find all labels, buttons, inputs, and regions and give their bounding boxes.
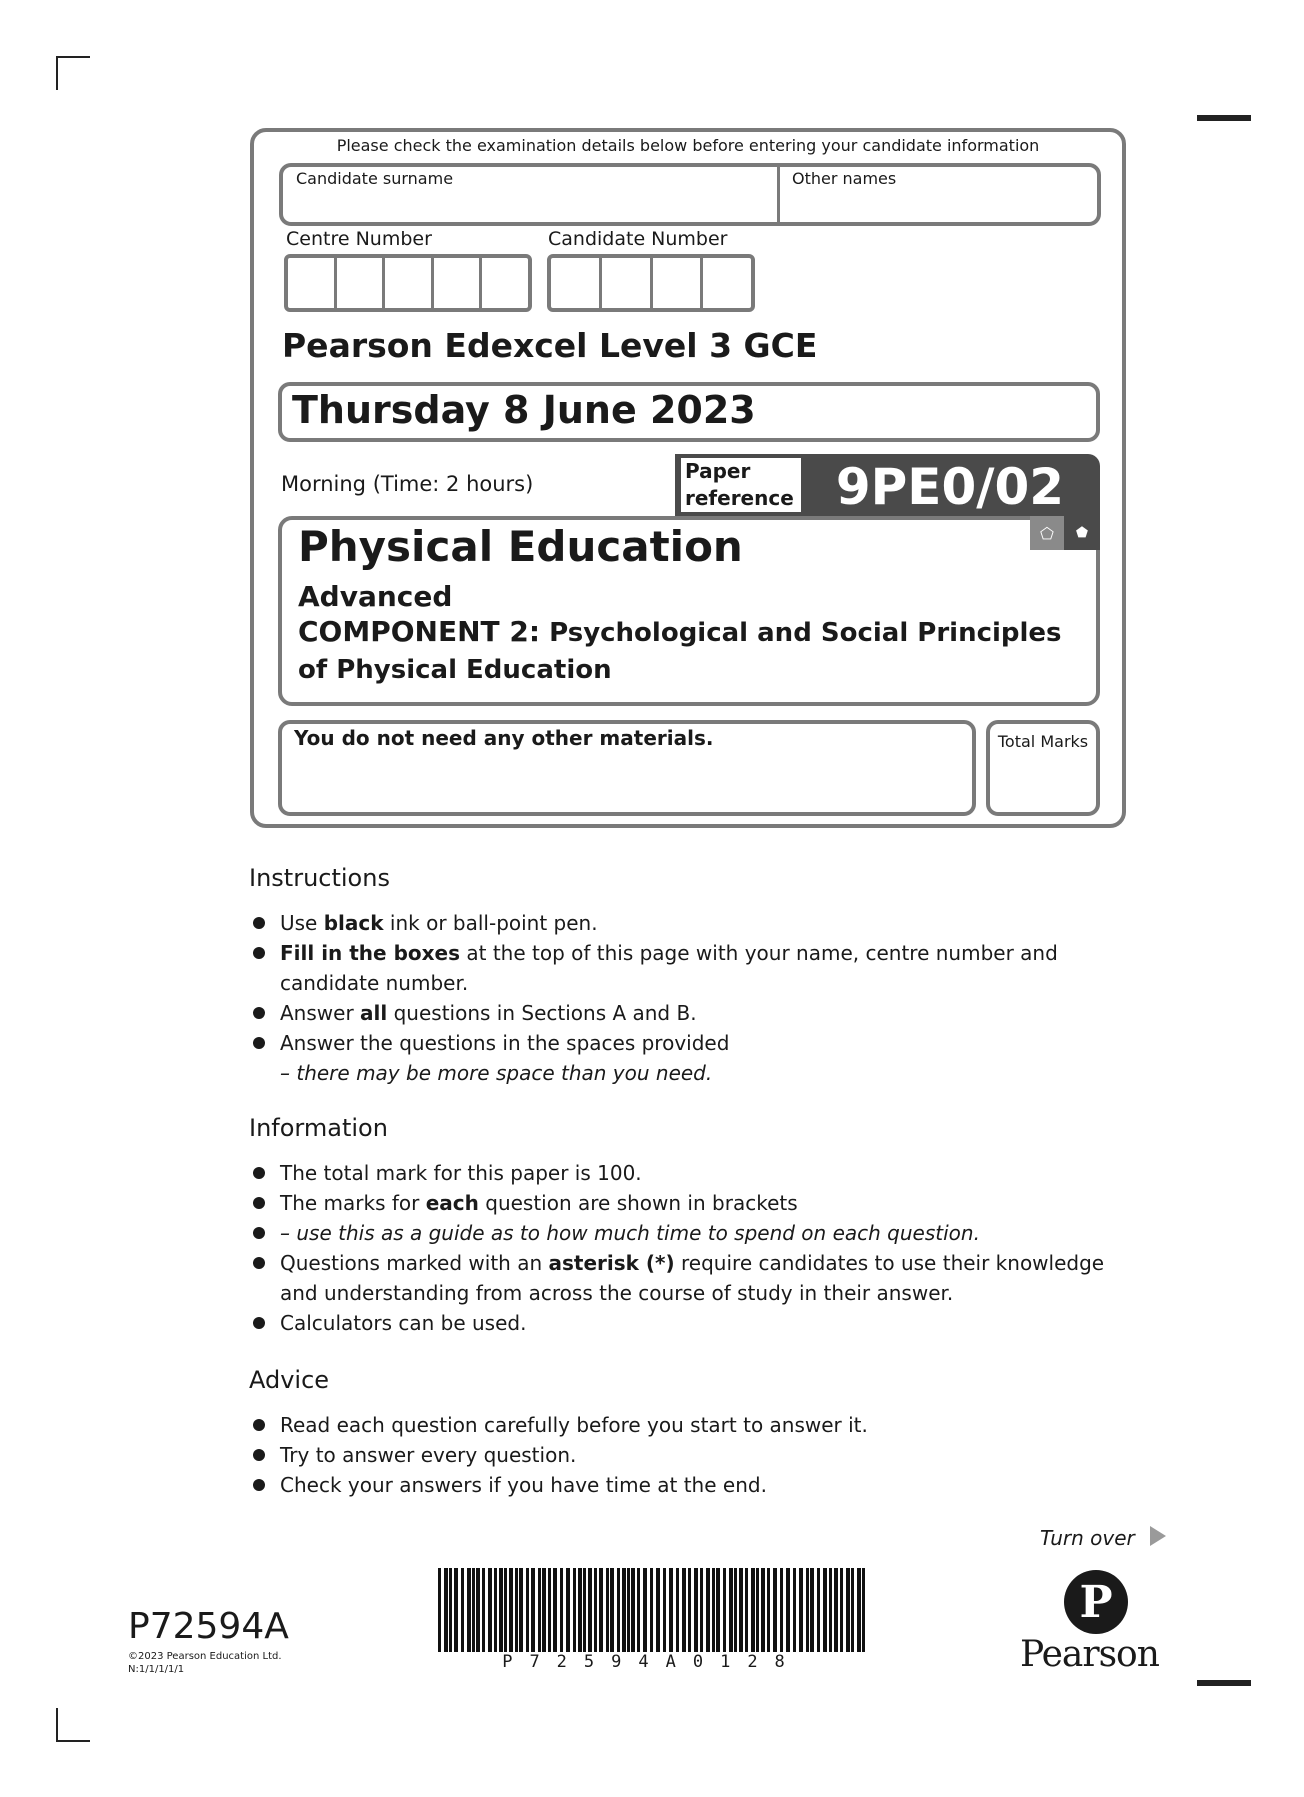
turn-over-text: Turn over — [1040, 1526, 1135, 1550]
barcode-bar — [622, 1568, 626, 1652]
copyright-line: ©2023 Pearson Education Ltd. — [128, 1651, 282, 1662]
barcode-bar — [823, 1568, 827, 1652]
barcode-bar — [712, 1568, 715, 1652]
barcode-bar — [682, 1568, 686, 1652]
barcode-bar — [531, 1568, 535, 1652]
list-item: Read each question carefully before you start to answer it. — [250, 1410, 1130, 1440]
list-item: The total mark for this paper is 100. — [250, 1158, 1150, 1188]
barcode-bar — [610, 1568, 614, 1652]
name-box-divider — [777, 165, 780, 224]
list-item-continuation: – there may be more space than you need. — [280, 1061, 713, 1085]
barcode-bar — [461, 1568, 464, 1652]
centre-digit-box[interactable] — [288, 258, 337, 308]
barcode-bar — [560, 1568, 563, 1652]
turn-over-arrow-icon — [1150, 1526, 1166, 1546]
centre-digit-box[interactable] — [385, 258, 434, 308]
barcode-bar — [756, 1568, 759, 1652]
barcode-bar — [688, 1568, 691, 1652]
barcode-bar — [606, 1568, 609, 1652]
pentagon-filled-icon: ⬟ — [1064, 516, 1100, 550]
barcode-bar — [723, 1568, 726, 1652]
barcode-bar — [631, 1568, 635, 1652]
barcode-bar — [761, 1568, 765, 1652]
information-heading: Information — [249, 1114, 388, 1142]
barcode-number: P72594A0128 — [502, 1652, 802, 1672]
barcode-bar — [627, 1568, 630, 1652]
barcode-bar — [817, 1568, 820, 1652]
component-name-continued: of Physical Education — [298, 655, 612, 685]
candidate-digit-box[interactable] — [653, 258, 704, 308]
centre-number-boxes — [284, 254, 532, 312]
qualification-level: Pearson Edexcel Level 3 GCE — [282, 326, 818, 365]
barcode-bar — [851, 1568, 854, 1652]
barcode-bar — [588, 1568, 592, 1652]
barcode-bar — [700, 1568, 703, 1652]
centre-digit-box[interactable] — [434, 258, 483, 308]
list-item: The marks for each question are shown in brackets — [250, 1188, 1150, 1218]
crop-mark-bottom-left-h — [56, 1740, 90, 1742]
barcode-bar — [566, 1568, 570, 1652]
list-item: Use black ink or ball-point pen. — [250, 908, 1130, 938]
component-title — [298, 615, 1062, 648]
candidate-digit-box[interactable] — [602, 258, 653, 308]
barcode-bar — [472, 1568, 475, 1652]
instructions-list — [250, 908, 1130, 1088]
other-names-label: Other names — [792, 169, 897, 188]
barcode-bar — [793, 1568, 796, 1652]
barcode-bar — [488, 1568, 492, 1652]
barcode-bar — [548, 1568, 551, 1652]
barcode-bar — [594, 1568, 597, 1652]
barcode-bar — [578, 1568, 582, 1652]
advice-list — [250, 1410, 1130, 1500]
pearson-logo-icon: P — [1064, 1570, 1128, 1634]
barcode-bar — [729, 1568, 733, 1652]
barcode-bar — [467, 1568, 471, 1652]
barcode-bar — [694, 1568, 698, 1652]
barcode-bar — [509, 1568, 513, 1652]
pearson-wordmark: Pearson — [1020, 1634, 1159, 1675]
barcode-bar — [494, 1568, 497, 1652]
barcode-bar — [449, 1568, 452, 1652]
barcode-bar — [538, 1568, 541, 1652]
barcode-bar — [799, 1568, 803, 1652]
barcode-bar — [739, 1568, 743, 1652]
exam-session-time: Morning (Time: 2 hours) — [281, 472, 534, 496]
barcode-bar — [786, 1568, 790, 1652]
candidate-digit-box[interactable] — [551, 258, 602, 308]
barcode-bar — [663, 1568, 666, 1652]
barcode-bar — [519, 1568, 523, 1652]
component-prefix: COMPONENT 2: — [298, 615, 541, 648]
barcode-bar — [643, 1568, 647, 1652]
barcode-bar — [810, 1568, 814, 1652]
barcode-bar — [553, 1568, 557, 1652]
barcode-bar — [637, 1568, 640, 1652]
barcode-bar — [834, 1568, 838, 1652]
exam-date: Thursday 8 June 2023 — [292, 388, 756, 432]
barcode-bar — [650, 1568, 653, 1652]
centre-digit-box[interactable] — [337, 258, 386, 308]
barcode-bar — [862, 1568, 865, 1652]
barcode-bar — [573, 1568, 576, 1652]
list-item: Check your answers if you have time at the end. — [250, 1470, 1130, 1500]
component-name: Psychological and Social Principles — [540, 618, 1062, 648]
crop-mark-top-left-h — [56, 56, 90, 58]
copyright-note — [128, 1650, 282, 1676]
barcode-bar — [617, 1568, 620, 1652]
materials-note: You do not need any other materials. — [294, 726, 714, 750]
barcode-bar — [669, 1568, 673, 1652]
barcode-bar — [482, 1568, 485, 1652]
candidate-surname-label: Candidate surname — [296, 169, 454, 188]
paper-reference-label-line2: reference — [685, 486, 794, 510]
centre-number-label: Centre Number — [286, 228, 432, 250]
barcode-bar — [444, 1568, 448, 1652]
barcode-bar — [840, 1568, 843, 1652]
barcode-bar — [504, 1568, 507, 1652]
barcode-bar — [751, 1568, 755, 1652]
list-item-continuation: and understanding from across the course of study in their answer. — [280, 1281, 954, 1305]
print-code: N:1/1/1/1/1 — [128, 1664, 185, 1675]
crop-mark-bottom-left-v — [56, 1708, 58, 1742]
check-details-notice: Please check the examination details below before entering your candidate information — [336, 136, 1040, 155]
paper-code: P72594A — [128, 1606, 289, 1647]
list-item: Calculators can be used. — [250, 1308, 1150, 1338]
list-item: Fill in the boxes at the top of this page with your name, centre number and candidate number. — [250, 938, 1130, 998]
centre-digit-box[interactable] — [482, 258, 528, 308]
paper-reference-label — [681, 458, 801, 512]
advice-heading: Advice — [249, 1366, 330, 1394]
barcode-bar — [734, 1568, 737, 1652]
barcode-bar — [476, 1568, 480, 1652]
barcode-bar — [515, 1568, 518, 1652]
barcode-bar — [846, 1568, 850, 1652]
registration-bar-top — [1197, 115, 1251, 121]
list-item: Answer the questions in the spaces provided – there may be more space than you need. — [250, 1028, 1130, 1088]
list-item: Questions marked with an asterisk (*) require candidates to use their knowledge and understanding from across the course of study in their answer. — [250, 1248, 1150, 1308]
information-list — [250, 1158, 1150, 1338]
subject-title: Physical Education — [298, 522, 743, 571]
subject-tier: Advanced — [298, 580, 453, 613]
barcode-bar — [438, 1568, 441, 1652]
barcode-bar — [706, 1568, 710, 1652]
barcode-bar — [767, 1568, 770, 1652]
candidate-digit-box[interactable] — [703, 258, 751, 308]
registration-bar-bottom — [1197, 1680, 1251, 1686]
candidate-number-boxes — [547, 254, 755, 312]
list-item: Answer all questions in Sections A and B. — [250, 998, 1130, 1028]
barcode-bar — [526, 1568, 529, 1652]
total-marks-label: Total Marks — [997, 732, 1089, 751]
paper-icon-tabs — [1030, 516, 1100, 550]
barcode-bar — [857, 1568, 861, 1652]
list-item: Try to answer every question. — [250, 1440, 1130, 1470]
barcode-bar — [656, 1568, 660, 1652]
barcode-bar — [716, 1568, 720, 1652]
list-item-continuation: candidate number. — [280, 971, 469, 995]
barcode-bar — [599, 1568, 603, 1652]
barcode-bar — [583, 1568, 586, 1652]
barcode-bar — [542, 1568, 546, 1652]
barcode-bar — [773, 1568, 777, 1652]
barcode-bar — [454, 1568, 458, 1652]
paper-reference-code: 9PE0/02 — [835, 458, 1065, 516]
paper-reference-label-line1: Paper — [685, 459, 751, 483]
barcode-bar — [676, 1568, 679, 1652]
pentagon-outline-icon: ⬠ — [1030, 516, 1064, 550]
barcode — [436, 1568, 868, 1652]
barcode-bar — [499, 1568, 503, 1652]
barcode-bar — [780, 1568, 783, 1652]
barcode-bar — [829, 1568, 832, 1652]
instructions-heading: Instructions — [249, 864, 390, 892]
list-item: – use this as a guide as to how much time to spend on each question. — [250, 1218, 1150, 1248]
barcode-bar — [745, 1568, 748, 1652]
barcode-bar — [806, 1568, 809, 1652]
crop-mark-top-left-v — [56, 56, 58, 90]
candidate-number-label: Candidate Number — [548, 228, 728, 250]
